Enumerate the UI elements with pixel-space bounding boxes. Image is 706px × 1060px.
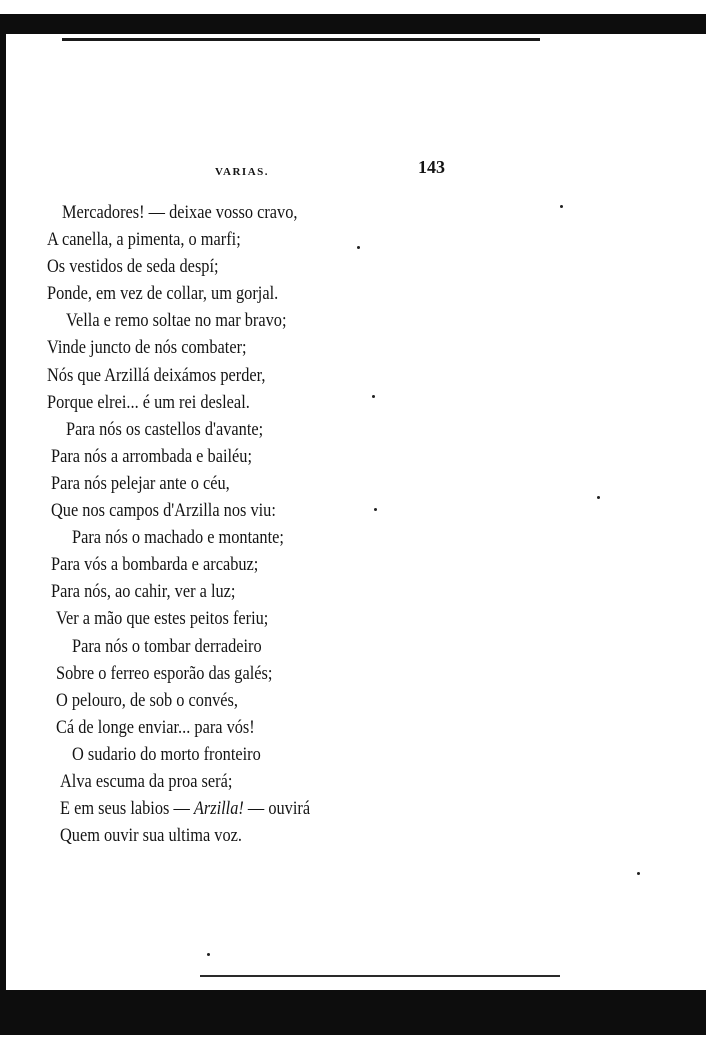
- poem-line: Vinde juncto de nós combater;: [47, 337, 247, 359]
- scan-speck: [374, 508, 377, 511]
- poem-line: Ver a mão que estes peitos feriu;: [56, 608, 269, 630]
- poem-line: Para nós pelejar ante o céu,: [51, 472, 230, 494]
- poem-line: A canella, a pimenta, o marfi;: [47, 229, 241, 251]
- scan-speck: [372, 395, 375, 398]
- scan-speck: [357, 246, 360, 249]
- poem-line: Alva escuma da proa será;: [60, 770, 233, 792]
- poem-line: Para nós o tombar derradeiro: [72, 635, 262, 657]
- poem-line: Que nos campos d'Arzilla nos viu:: [51, 500, 276, 522]
- poem-line: Para nós, ao cahir, ver a luz;: [51, 581, 236, 603]
- poem-line: O sudario do morto fronteiro: [72, 743, 261, 765]
- poem-line: Cá de longe enviar... para vós!: [56, 716, 255, 738]
- poem-line: Para nós a arrombada e bailéu;: [51, 445, 252, 467]
- poem-line: Ponde, em vez de collar, um gorjal.: [47, 283, 279, 305]
- poem-line: Porque elrei... é um rei desleal.: [47, 391, 250, 413]
- scan-speck: [560, 205, 563, 208]
- emphasized-word: Arzilla!: [193, 798, 244, 820]
- poem-line: Nós que Arzillá deixámos perder,: [47, 364, 266, 386]
- poem-line: Para nós o machado e montante;: [72, 527, 284, 549]
- page-number: 143: [418, 157, 445, 177]
- header-rule: [62, 38, 540, 41]
- footer-rule: [200, 975, 560, 977]
- scan-bottom-border: [0, 990, 706, 1035]
- scan-top-border: [0, 14, 706, 34]
- poem-line: Sobre o ferreo esporão das galés;: [56, 662, 273, 684]
- poem-line: Para vós a bombarda e arcabuz;: [51, 554, 259, 576]
- poem-line-text: E em seus labios —: [60, 798, 194, 820]
- scan-speck: [597, 496, 600, 499]
- scan-speck: [207, 953, 210, 956]
- poem-body: [0, 199, 706, 849]
- scan-speck: [637, 872, 640, 875]
- poem-line: Para nós os castellos d'avante;: [66, 418, 264, 440]
- poem-line: Os vestidos de seda despí;: [47, 256, 219, 278]
- poem-line: Mercadores! — deixae vosso cravo,: [62, 202, 298, 223]
- poem-line: O pelouro, de sob o convés,: [56, 689, 238, 711]
- poem-line-text: — ouvirá: [243, 798, 311, 820]
- poem-line: [60, 795, 667, 822]
- poem-line: Quem ouvir sua ultima voz.: [60, 825, 242, 847]
- running-head: VARIAS.: [215, 166, 270, 178]
- poem-line: Vella e remo soltae no mar bravo;: [66, 310, 287, 332]
